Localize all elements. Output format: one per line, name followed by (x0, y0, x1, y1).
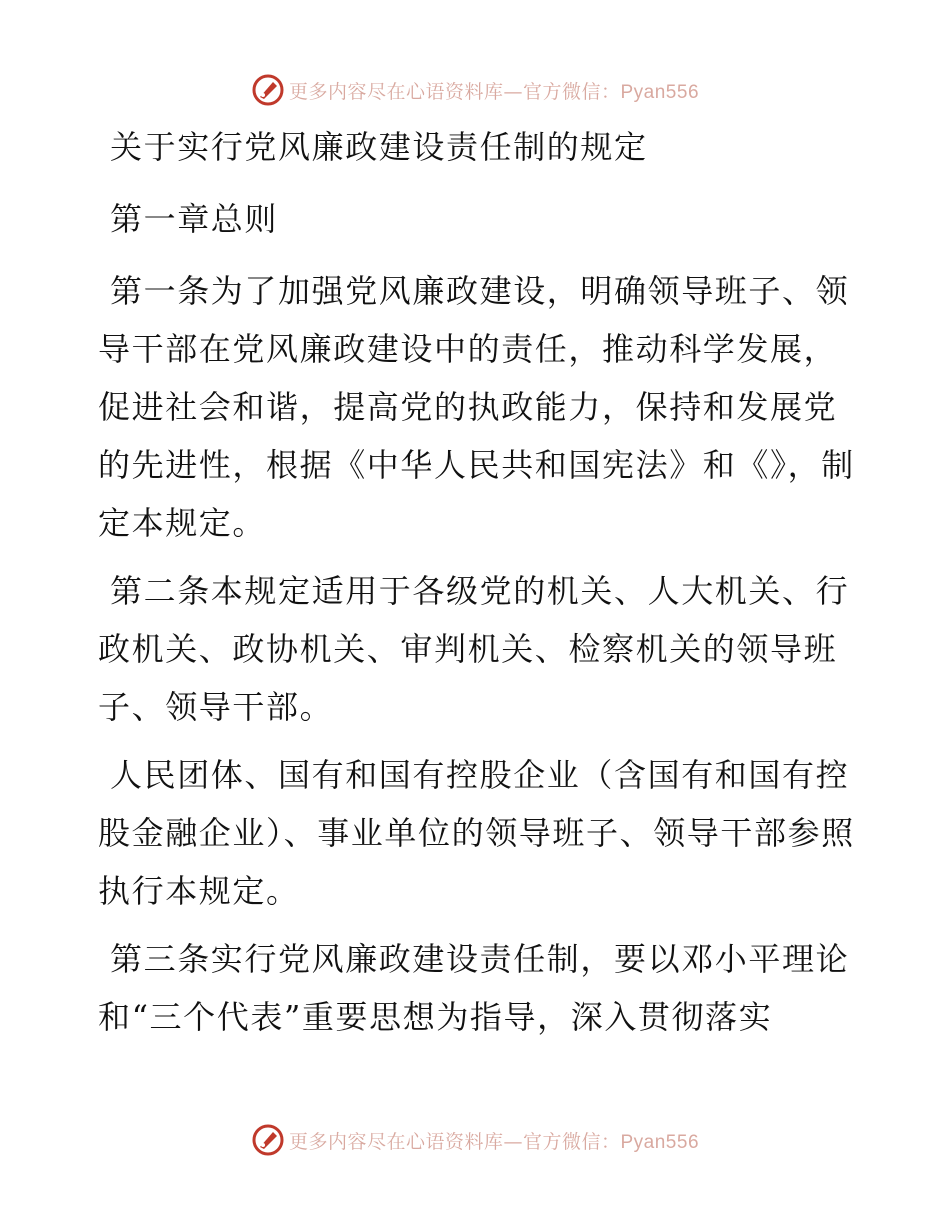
watermark-text: 更多内容尽在心语资料库—官方微信：Pyan556 (288, 1130, 700, 1153)
article-paragraph: 第一条为了加强党风廉政建设，明确领导班子、领导干部在党风廉政建设中的责任，推动科学发展，促进社会和谐，提高党的执政能力，保持和发展党的先进性，根据《中华人民共和国宪法》和《》，制定本规定。 (98, 272, 855, 542)
watermark-wechat-id: Pyan556 (620, 81, 700, 103)
footer-watermark (0, 1120, 950, 1160)
pen-nib-logo-icon (251, 73, 285, 107)
chapter-heading: 第一章总则 (110, 200, 279, 238)
article-paragraph: 人民团体、国有和国有控股企业（含国有和国有控股金融企业）、事业单位的领导班子、领导干部参照执行本规定。 (98, 756, 855, 910)
watermark-text: 更多内容尽在心语资料库—官方微信：Pyan556 (288, 80, 700, 103)
pen-nib-logo-icon (251, 1123, 285, 1157)
article-paragraph: 第二条本规定适用于各级党的机关、人大机关、行政机关、政协机关、审判机关、检察机关的领导班子、领导干部。 (98, 572, 850, 726)
header-watermark (0, 70, 950, 110)
document-body (98, 118, 858, 1056)
document-title: 关于实行党风廉政建设责任制的规定 (110, 128, 648, 166)
article-paragraph: 第三条实行党风廉政建设责任制，要以邓小平理论和“三个代表”重要思想为指导，深入贯彻落实 (98, 940, 850, 1036)
watermark-wechat-id: Pyan556 (620, 1131, 700, 1153)
